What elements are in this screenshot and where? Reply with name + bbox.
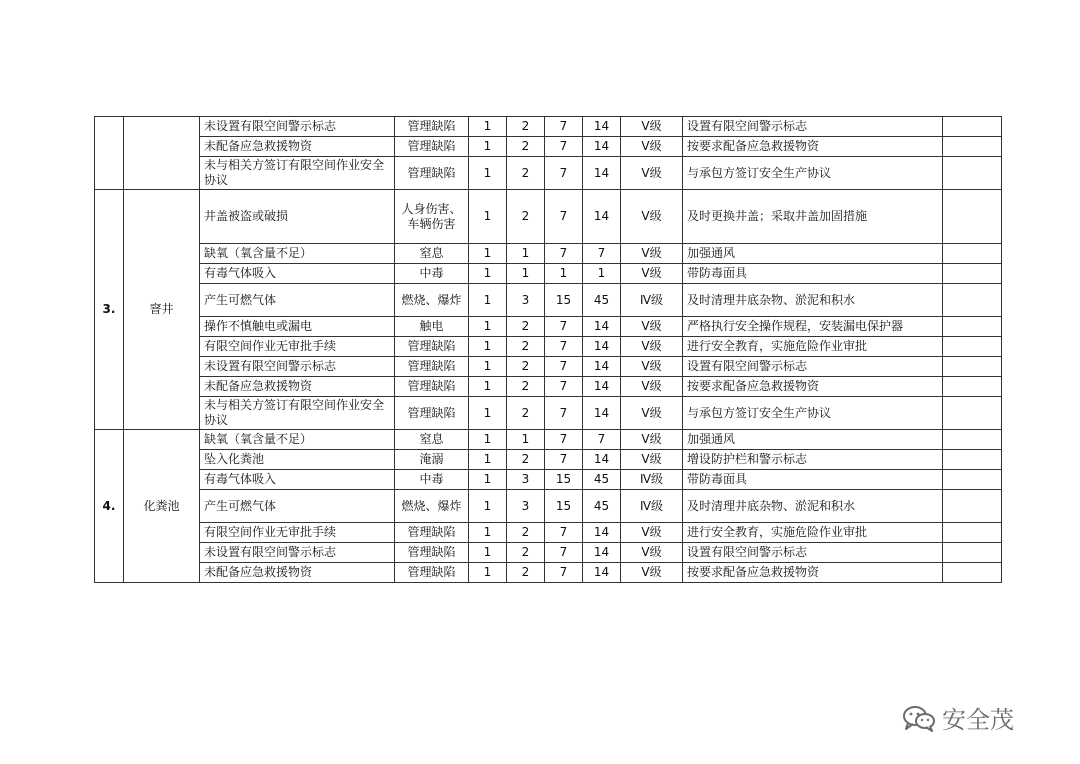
hazard-cell: 坠入化粪池 [200, 450, 395, 470]
hazard-cell: 缺氧（氧含量不足） [200, 430, 395, 450]
e-value-cell: 2 [507, 337, 545, 357]
risk-level-cell: Ⅴ级 [621, 337, 683, 357]
risk-level-cell: Ⅴ级 [621, 523, 683, 543]
c-value-cell: 7 [545, 357, 583, 377]
hazard-cell: 未设置有限空间警示标志 [200, 357, 395, 377]
l-value-cell: 1 [469, 377, 507, 397]
e-value-cell: 2 [507, 377, 545, 397]
control-measure-cell: 严格执行安全操作规程，安装漏电保护器 [683, 317, 943, 337]
consequence-cell: 管理缺陷 [395, 377, 469, 397]
hazard-cell: 未设置有限空间警示标志 [200, 117, 395, 137]
table-row [95, 317, 1002, 337]
d-value-cell: 14 [583, 523, 621, 543]
d-value-cell: 14 [583, 337, 621, 357]
l-value-cell: 1 [469, 264, 507, 284]
hazard-cell: 未设置有限空间警示标志 [200, 543, 395, 563]
e-value-cell: 3 [507, 284, 545, 317]
table-row [95, 397, 1002, 430]
hazard-cell: 有限空间作业无审批手续 [200, 337, 395, 357]
risk-level-cell: Ⅴ级 [621, 190, 683, 244]
remark-cell [943, 377, 1002, 397]
hazard-cell: 缺氧（氧含量不足） [200, 244, 395, 264]
control-measure-cell: 按要求配备应急救援物资 [683, 377, 943, 397]
control-measure-cell: 带防毒面具 [683, 470, 943, 490]
e-value-cell: 2 [507, 450, 545, 470]
risk-level-cell: Ⅴ级 [621, 137, 683, 157]
c-value-cell: 7 [545, 523, 583, 543]
l-value-cell: 1 [469, 470, 507, 490]
d-value-cell: 7 [583, 430, 621, 450]
sequence-number-cell: 4. [95, 430, 124, 583]
risk-level-cell: Ⅳ级 [621, 470, 683, 490]
table-row [95, 470, 1002, 490]
e-value-cell: 2 [507, 117, 545, 137]
consequence-cell: 燃烧、爆炸 [395, 490, 469, 523]
l-value-cell: 1 [469, 397, 507, 430]
location-name-cell: 化粪池 [124, 430, 200, 583]
l-value-cell: 1 [469, 117, 507, 137]
table-row [95, 543, 1002, 563]
l-value-cell: 1 [469, 490, 507, 523]
control-measure-cell: 进行安全教育，实施危险作业审批 [683, 337, 943, 357]
table-row [95, 190, 1002, 244]
risk-level-cell: Ⅳ级 [621, 284, 683, 317]
risk-level-cell: Ⅴ级 [621, 543, 683, 563]
table-row [95, 117, 1002, 137]
control-measure-cell: 及时更换井盖；采取井盖加固措施 [683, 190, 943, 244]
risk-level-cell: Ⅴ级 [621, 264, 683, 284]
c-value-cell: 7 [545, 563, 583, 583]
c-value-cell: 7 [545, 157, 583, 190]
wechat-icon [902, 704, 936, 732]
remark-cell [943, 523, 1002, 543]
e-value-cell: 2 [507, 157, 545, 190]
remark-cell [943, 317, 1002, 337]
sequence-number-cell [95, 117, 124, 190]
consequence-cell: 管理缺陷 [395, 157, 469, 190]
c-value-cell: 7 [545, 430, 583, 450]
risk-level-cell: Ⅴ级 [621, 317, 683, 337]
watermark-text: 安全茂 [942, 706, 1014, 734]
risk-level-cell: Ⅴ级 [621, 430, 683, 450]
remark-cell [943, 450, 1002, 470]
consequence-cell: 管理缺陷 [395, 357, 469, 377]
risk-level-cell: Ⅴ级 [621, 117, 683, 137]
location-name-cell [124, 117, 200, 190]
l-value-cell: 1 [469, 450, 507, 470]
c-value-cell: 7 [545, 450, 583, 470]
hazard-cell: 产生可燃气体 [200, 490, 395, 523]
l-value-cell: 1 [469, 244, 507, 264]
table-row [95, 490, 1002, 523]
hazard-cell: 井盖被盗或破损 [200, 190, 395, 244]
d-value-cell: 14 [583, 317, 621, 337]
c-value-cell: 1 [545, 264, 583, 284]
d-value-cell: 14 [583, 450, 621, 470]
consequence-cell: 管理缺陷 [395, 563, 469, 583]
table-row [95, 264, 1002, 284]
control-measure-cell: 加强通风 [683, 430, 943, 450]
remark-cell [943, 190, 1002, 244]
table-row [95, 244, 1002, 264]
hazard-cell: 未与相关方签订有限空间作业安全协议 [200, 157, 395, 190]
e-value-cell: 2 [507, 523, 545, 543]
l-value-cell: 1 [469, 137, 507, 157]
remark-cell [943, 397, 1002, 430]
d-value-cell: 14 [583, 157, 621, 190]
table-row [95, 284, 1002, 317]
d-value-cell: 14 [583, 543, 621, 563]
d-value-cell: 14 [583, 117, 621, 137]
remark-cell [943, 470, 1002, 490]
c-value-cell: 7 [545, 337, 583, 357]
consequence-cell: 管理缺陷 [395, 543, 469, 563]
consequence-cell: 管理缺陷 [395, 117, 469, 137]
d-value-cell: 45 [583, 490, 621, 523]
risk-level-cell: Ⅴ级 [621, 244, 683, 264]
c-value-cell: 7 [545, 377, 583, 397]
l-value-cell: 1 [469, 543, 507, 563]
d-value-cell: 14 [583, 357, 621, 377]
remark-cell [943, 430, 1002, 450]
control-measure-cell: 与承包方签订安全生产协议 [683, 397, 943, 430]
hazard-cell: 有限空间作业无审批手续 [200, 523, 395, 543]
control-measure-cell: 及时清理井底杂物、淤泥和积水 [683, 490, 943, 523]
table-row [95, 377, 1002, 397]
consequence-cell: 触电 [395, 317, 469, 337]
remark-cell [943, 264, 1002, 284]
control-measure-cell: 带防毒面具 [683, 264, 943, 284]
d-value-cell: 14 [583, 397, 621, 430]
remark-cell [943, 563, 1002, 583]
e-value-cell: 2 [507, 563, 545, 583]
table-row [95, 450, 1002, 470]
remark-cell [943, 543, 1002, 563]
remark-cell [943, 337, 1002, 357]
control-measure-cell: 按要求配备应急救援物资 [683, 137, 943, 157]
consequence-cell: 管理缺陷 [395, 337, 469, 357]
risk-level-cell: Ⅴ级 [621, 450, 683, 470]
remark-cell [943, 137, 1002, 157]
risk-level-cell: Ⅳ级 [621, 490, 683, 523]
e-value-cell: 2 [507, 543, 545, 563]
c-value-cell: 15 [545, 470, 583, 490]
e-value-cell: 1 [507, 430, 545, 450]
e-value-cell: 3 [507, 470, 545, 490]
table-row [95, 357, 1002, 377]
e-value-cell: 1 [507, 244, 545, 264]
hazard-cell: 未配备应急救援物资 [200, 563, 395, 583]
remark-cell [943, 117, 1002, 137]
consequence-cell: 中毒 [395, 470, 469, 490]
hazard-cell: 产生可燃气体 [200, 284, 395, 317]
c-value-cell: 15 [545, 490, 583, 523]
e-value-cell: 2 [507, 190, 545, 244]
table-row [95, 563, 1002, 583]
remark-cell [943, 244, 1002, 264]
l-value-cell: 1 [469, 190, 507, 244]
c-value-cell: 15 [545, 284, 583, 317]
risk-level-cell: Ⅴ级 [621, 157, 683, 190]
l-value-cell: 1 [469, 284, 507, 317]
d-value-cell: 14 [583, 563, 621, 583]
e-value-cell: 2 [507, 397, 545, 430]
consequence-cell: 窒息 [395, 430, 469, 450]
d-value-cell: 14 [583, 190, 621, 244]
table-row [95, 137, 1002, 157]
e-value-cell: 1 [507, 264, 545, 284]
control-measure-cell: 设置有限空间警示标志 [683, 357, 943, 377]
consequence-cell: 人身伤害、车辆伤害 [395, 190, 469, 244]
sequence-number-cell: 3. [95, 190, 124, 430]
d-value-cell: 45 [583, 470, 621, 490]
risk-level-cell: Ⅴ级 [621, 377, 683, 397]
control-measure-cell: 增设防护栏和警示标志 [683, 450, 943, 470]
hazard-cell: 未与相关方签订有限空间作业安全协议 [200, 397, 395, 430]
l-value-cell: 1 [469, 430, 507, 450]
control-measure-cell: 与承包方签订安全生产协议 [683, 157, 943, 190]
l-value-cell: 1 [469, 523, 507, 543]
l-value-cell: 1 [469, 317, 507, 337]
hazard-cell: 有毒气体吸入 [200, 470, 395, 490]
location-name-cell: 窨井 [124, 190, 200, 430]
control-measure-cell: 设置有限空间警示标志 [683, 543, 943, 563]
consequence-cell: 管理缺陷 [395, 523, 469, 543]
risk-assessment-table [94, 116, 1002, 583]
consequence-cell: 管理缺陷 [395, 397, 469, 430]
consequence-cell: 淹溺 [395, 450, 469, 470]
consequence-cell: 窒息 [395, 244, 469, 264]
control-measure-cell: 及时清理井底杂物、淤泥和积水 [683, 284, 943, 317]
hazard-cell: 未配备应急救援物资 [200, 377, 395, 397]
e-value-cell: 3 [507, 490, 545, 523]
consequence-cell: 燃烧、爆炸 [395, 284, 469, 317]
risk-level-cell: Ⅴ级 [621, 563, 683, 583]
l-value-cell: 1 [469, 337, 507, 357]
c-value-cell: 7 [545, 244, 583, 264]
d-value-cell: 7 [583, 244, 621, 264]
table-row [95, 337, 1002, 357]
c-value-cell: 7 [545, 397, 583, 430]
table-row [95, 430, 1002, 450]
d-value-cell: 1 [583, 264, 621, 284]
d-value-cell: 45 [583, 284, 621, 317]
c-value-cell: 7 [545, 137, 583, 157]
c-value-cell: 7 [545, 117, 583, 137]
risk-level-cell: Ⅴ级 [621, 357, 683, 377]
consequence-cell: 中毒 [395, 264, 469, 284]
control-measure-cell: 加强通风 [683, 244, 943, 264]
e-value-cell: 2 [507, 137, 545, 157]
table-row [95, 523, 1002, 543]
hazard-cell: 有毒气体吸入 [200, 264, 395, 284]
table-body [95, 117, 1002, 583]
remark-cell [943, 157, 1002, 190]
l-value-cell: 1 [469, 357, 507, 377]
consequence-cell: 管理缺陷 [395, 137, 469, 157]
hazard-cell: 操作不慎触电或漏电 [200, 317, 395, 337]
l-value-cell: 1 [469, 157, 507, 190]
risk-level-cell: Ⅴ级 [621, 397, 683, 430]
control-measure-cell: 按要求配备应急救援物资 [683, 563, 943, 583]
table-row [95, 157, 1002, 190]
hazard-cell: 未配备应急救援物资 [200, 137, 395, 157]
c-value-cell: 7 [545, 543, 583, 563]
e-value-cell: 2 [507, 357, 545, 377]
remark-cell [943, 284, 1002, 317]
d-value-cell: 14 [583, 377, 621, 397]
remark-cell [943, 357, 1002, 377]
control-measure-cell: 设置有限空间警示标志 [683, 117, 943, 137]
e-value-cell: 2 [507, 317, 545, 337]
c-value-cell: 7 [545, 317, 583, 337]
c-value-cell: 7 [545, 190, 583, 244]
d-value-cell: 14 [583, 137, 621, 157]
control-measure-cell: 进行安全教育，实施危险作业审批 [683, 523, 943, 543]
l-value-cell: 1 [469, 563, 507, 583]
remark-cell [943, 490, 1002, 523]
watermark [902, 700, 1014, 735]
